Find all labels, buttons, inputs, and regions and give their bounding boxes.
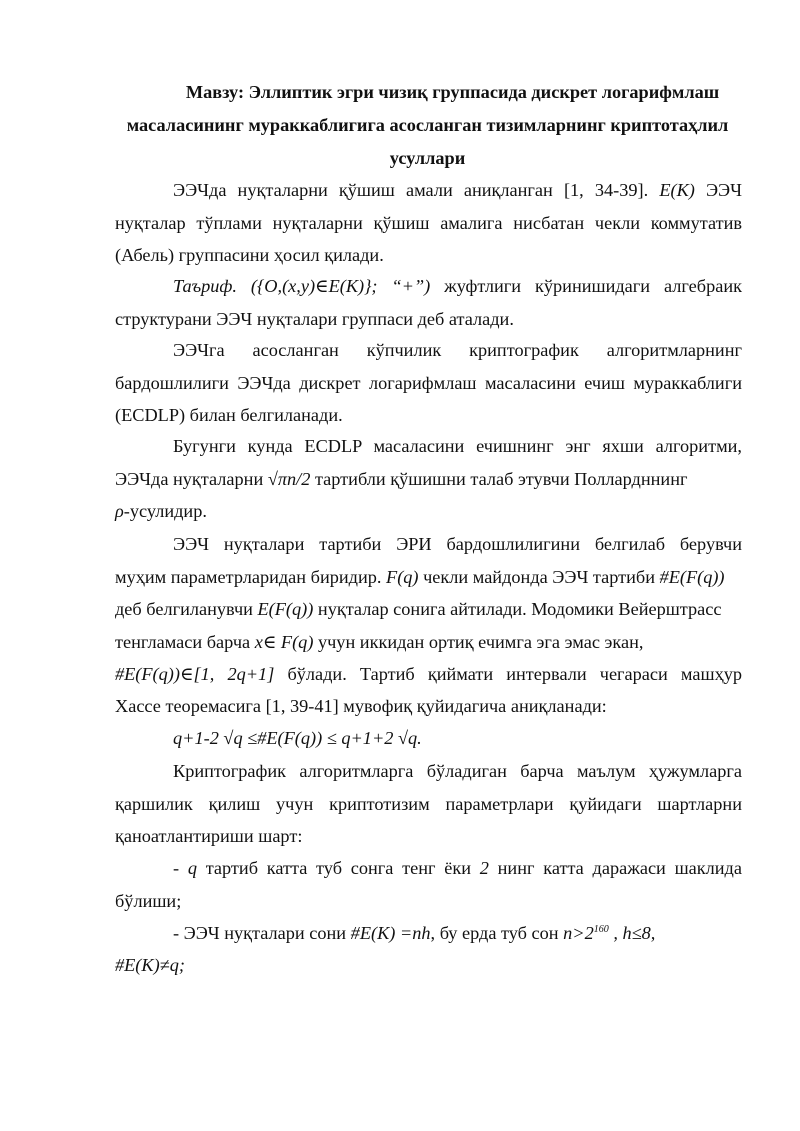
p5-line4 [115, 626, 643, 659]
p5-order: #E(F(q)) [659, 567, 725, 587]
paragraph-requirements: Криптографик алгоритмларга бўладиган барча маълум ҳужумларга қаршилик қилиш учун криптотизим параметрлари қуйидаги шартларни қаноатлантириши шарт: [115, 761, 742, 847]
p5-line3-b: нуқталар сонига айтилади. Модомики Вейерштрасс [313, 599, 722, 619]
p5-x: x∈ F(q) [254, 632, 314, 652]
p5-efq: E(F(q)) [257, 599, 314, 619]
p1-ek: E(K) [659, 180, 695, 200]
p4-line1: Бугунги кунда ECDLP масаласини ечишнинг энг яхши алгоритми, [173, 436, 742, 456]
cond1-two: 2 [479, 858, 489, 878]
condition-2 [173, 917, 655, 950]
p5-line5-b: бўлади. Тартиб қиймати интервали чегараси машҳур [274, 664, 742, 684]
p5-line2-a: муҳим параметрларидан биридир. [115, 567, 387, 587]
p4-line3 [115, 495, 207, 528]
p5-line4-b: учун иккидан ортиқ ечимга эга эмас экан, [313, 632, 644, 652]
p2-formula: ({O,(x,y)∈E(K)}; “+”) [236, 276, 431, 296]
p1-text-b: ЭЭЧ нуқталар тўплами нуқталарни қўшиш амалига нисбатан чекли коммутатив (Абель) группасини ҳосил қилади. [115, 180, 742, 266]
p4-line3-text: -усулидир. [123, 501, 207, 521]
condition-1 [115, 852, 742, 917]
p5-line3 [115, 593, 722, 626]
hasse-formula: q+1-2 √q ≤#E(F(q)) ≤ q+1+2 √q. [173, 728, 422, 748]
condition-2-line2 [115, 949, 185, 982]
paragraph-ecc-addition [115, 174, 742, 272]
p5-interval: #E(F(q))∈[1, 2q+1] [115, 664, 275, 684]
p2-lead: Таъриф. [173, 276, 237, 296]
cond2-text-b: , бу ерда туб сон [430, 923, 564, 943]
cond1-text-a: тартиб катта туб сонга тенг ёки [196, 858, 480, 878]
p5-line3-a: деб белгиланувчи [115, 599, 258, 619]
cond1-dash: - [173, 858, 188, 878]
cond2-formula-c: , h≤8, [608, 923, 656, 943]
cond1-q: q [187, 858, 197, 878]
p5-line2 [115, 561, 725, 594]
p5-line5 [115, 658, 742, 691]
p1-text-a: ЭЭЧда нуқталарни қўшиш амали аниқланган [1, 34-39]. [173, 180, 660, 200]
cond1-text-b: нинг катта даражаси шаклида бўлиши; [115, 858, 742, 911]
cond2-text-a: - ЭЭЧ нуқталари сони [173, 923, 351, 943]
cond2-exponent: 160 [593, 924, 609, 935]
rho-symbol: ρ [115, 501, 124, 521]
hasse-inequality [173, 722, 422, 755]
paragraph-definition [115, 270, 742, 335]
p5-line1: ЭЭЧ нуқталари тартиби ЭРИ бардошлилигини белгилаб берувчи [173, 534, 742, 554]
p5-line4-a: тенгламаси барча [115, 632, 255, 652]
p4-line2-b: тартибли қўшишни талаб этувчи Поллардннинг [310, 469, 688, 489]
p4-line2-a: ЭЭЧда нуқталарни [115, 469, 268, 489]
p5-fq: F(q) [386, 567, 419, 587]
p2-text: жуфтлиги кўринишидаги алгебраик структурани ЭЭЧ нуқталари группаси деб аталади. [115, 276, 743, 329]
cond2-formula-a: #E(K) =nh [350, 923, 431, 943]
cond2-formula-b: n>2 [563, 923, 594, 943]
paragraph-ecdlp: ЭЭЧга асосланган кўпчилик криптографик алгоритмларнинг бардошлилиги ЭЭЧда дискрет логарифмлаш масаласини ечиш мураккаблиги (ECDLP) билан белгиланади. [115, 340, 742, 426]
document-title: Мавзу: Эллиптик эгри чизиқ группасида дискрет логарифмлаш масаласининг мураккаблигига асосланган тизимларнинг криптотаҳлил усуллари [126, 82, 729, 168]
p5-line6: Хассе теоремасига [1, 39-41] мувофиқ қуйидагича аниқланади: [115, 696, 607, 716]
p5-line2-b: чекли майдонда ЭЭЧ тартиби [418, 567, 660, 587]
p4-sqrt-formula: √πn/2 [267, 469, 311, 489]
cond2-line2: #E(K)≠q; [115, 955, 185, 975]
p4-line2 [115, 463, 687, 496]
